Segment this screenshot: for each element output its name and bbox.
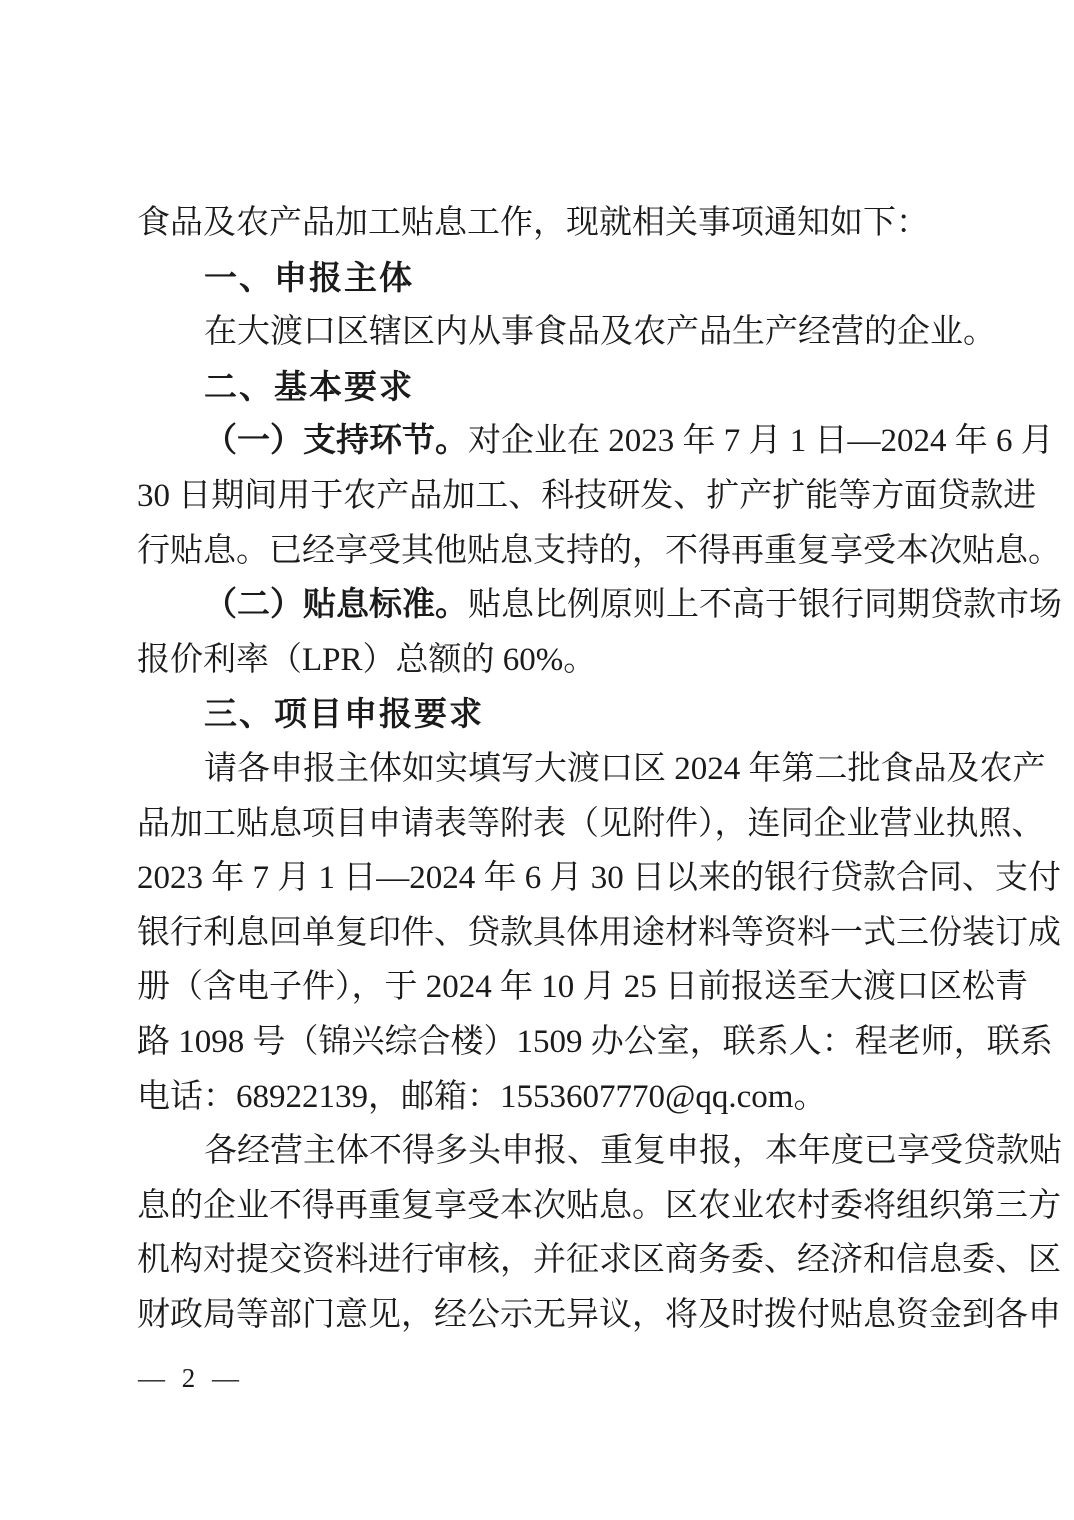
paragraph-line: [137, 1124, 1062, 1179]
text-run: 在大渡口区辖区内从事食品及农产品生产经营的企业。: [204, 314, 996, 351]
lead-run: （一）支持环节。: [204, 423, 468, 460]
text-run: 贴息比例原则上不高于银行同期贷款市场: [468, 587, 1062, 624]
text-run: 路 1098 号（锦兴综合楼）1509 办公室，联系人：程老师，联系: [137, 1023, 1053, 1060]
text-run: 财政局等部门意见，经公示无异议，将及时拨付贴息资金到各申: [137, 1296, 1061, 1333]
paragraph-line: [137, 1070, 949, 1125]
paragraph-line: [137, 851, 1061, 906]
section-heading-3: [137, 687, 949, 742]
heading-text: 一、申报主体: [204, 258, 414, 296]
text-run: 请各申报主体如实填写大渡口区 2024 年第二批食品及农产: [204, 750, 1046, 787]
page-number: — 2 —: [138, 1363, 244, 1393]
lead-run: （二）贴息标准。: [204, 587, 468, 624]
paragraph-line: [137, 414, 1054, 469]
paragraph-line: [137, 305, 996, 360]
text-run: 各经营主体不得多头申报、重复申报，本年度已享受贷款贴: [204, 1133, 1062, 1170]
paragraph-line: [137, 1288, 1061, 1343]
section-heading-2: [137, 360, 949, 415]
text-run: 息的企业不得再重复享受本次贴息。区农业农村委将组织第三方: [137, 1187, 1061, 1224]
paragraph-line: [137, 797, 1045, 852]
paragraph-line: [137, 633, 949, 688]
text-run: 报价利率（LPR）总额的 60%。: [137, 641, 597, 678]
document-body: [137, 196, 1062, 1342]
text-run: 品加工贴息项目申请表等附表（见附件），连同企业营业执照、: [137, 805, 1045, 842]
text-run: 食品及农产品加工贴息工作，现就相关事项通知如下：: [137, 205, 929, 241]
paragraph-line: [137, 1015, 1053, 1070]
text-run: 册（含电子件），于 2024 年 10 月 25 日前报送至大渡口区松青: [137, 969, 1028, 1006]
paragraph-line: [137, 1179, 1061, 1234]
text-run: 2023 年 7 月 1 日—2024 年 6 月 30 日以来的银行贷款合同、支付: [137, 860, 1061, 897]
text-run: 电话：68922139，邮箱：1553607770@qq.com。: [137, 1078, 827, 1115]
paragraph-line: [137, 578, 1062, 633]
paragraph-line: [137, 196, 949, 251]
paragraph-line: [137, 524, 1061, 579]
paragraph-line: [137, 469, 1037, 524]
heading-text: 二、基本要求: [204, 367, 414, 405]
section-heading-1: [137, 251, 949, 306]
paragraph-line: [137, 742, 1046, 797]
heading-text: 三、项目申报要求: [204, 695, 484, 733]
text-run: 银行利息回单复印件、贷款具体用途材料等资料一式三份装订成: [137, 914, 1061, 951]
text-run: 机构对提交资料进行审核，并征求区商务委、经济和信息委、区: [137, 1242, 1061, 1279]
text-run: 对企业在 2023 年 7 月 1 日—2024 年 6 月: [468, 423, 1054, 460]
text-run: 30 日期间用于农产品加工、科技研发、扩产扩能等方面贷款进: [137, 477, 1037, 514]
paragraph-line: [137, 906, 1061, 961]
paragraph-line: [137, 960, 1028, 1015]
paragraph-line: [137, 1233, 1061, 1288]
text-run: 行贴息。已经享受其他贴息支持的，不得再重复享受本次贴息。: [137, 532, 1061, 569]
